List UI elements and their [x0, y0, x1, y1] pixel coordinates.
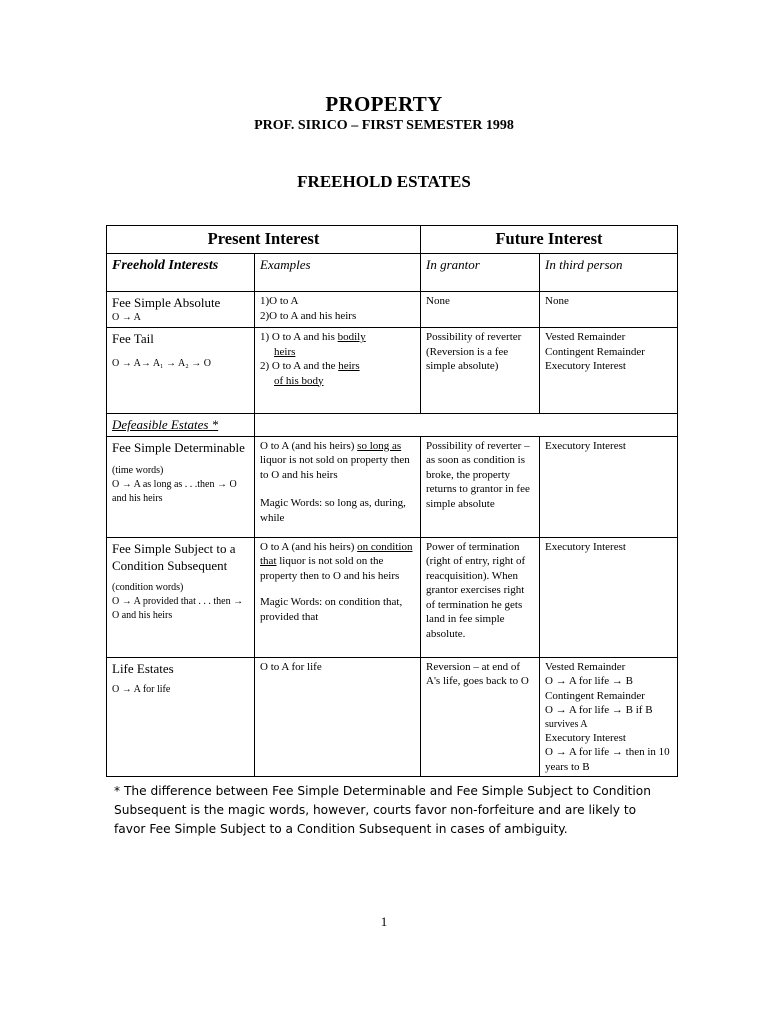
fsscs-grantor-cell: Power of termination (right of entry, right of reacquisition). When grantor exercises right of termination he gets land in fee simple absolute.: [421, 537, 540, 657]
table-row: [107, 328, 678, 414]
tail-grantor-cell: Possibility of reverter (Reversion is a fee simple absolute): [421, 328, 540, 414]
fsa-examples-cell: [255, 292, 421, 328]
table-row: [107, 436, 678, 537]
table-header-row: [107, 226, 678, 254]
freehold-estates-table: [106, 225, 678, 777]
in-grantor-label: In grantor: [426, 257, 480, 272]
document-title: PROPERTY: [325, 92, 443, 116]
fsa-name-cell: [107, 292, 255, 328]
life-third-6: Executory Interest: [545, 731, 626, 744]
tail-example-1: 1) O to A and his bodily: [260, 331, 366, 343]
fsd-name: Fee Simple Determinable: [112, 439, 245, 455]
life-formula: O → A for life: [112, 683, 171, 695]
defeasible-row: [107, 414, 678, 437]
tail-name-cell: [107, 328, 255, 414]
life-third-3: Contingent Remainder: [545, 689, 645, 702]
present-interest-header: Present Interest: [107, 226, 421, 254]
tail-examples-cell: [255, 328, 421, 414]
fsa-grantor-cell: None: [421, 292, 540, 328]
table-row: [107, 292, 678, 328]
future-interest-header: Future Interest: [421, 226, 678, 254]
fsd-note: (time words): [112, 464, 164, 476]
freehold-interests-heading: [107, 254, 255, 292]
fsd-magic-words: Magic Words: so long as, during, while: [260, 497, 406, 524]
section-title: FREEHOLD ESTATES: [297, 172, 471, 191]
fsa-example-1: 1)O to A: [260, 295, 299, 307]
life-examples-cell: O to A for life: [255, 657, 421, 777]
life-third-1: Vested Remainder: [545, 660, 626, 673]
document-subtitle: PROF. SIRICO – FIRST SEMESTER 1998: [254, 118, 514, 133]
in-third-person-label: In third person: [545, 257, 623, 272]
fsscs-formula: O → A provided that . . . then → O and his heirs: [112, 595, 244, 621]
in-third-person-heading: [540, 254, 678, 292]
fsd-example: O to A (and his heirs) so long as liquor is not sold on property then to O and his heirs: [260, 439, 410, 481]
defeasible-spacer-cell: [255, 414, 678, 437]
tail-third-1: Vested Remainder: [545, 331, 626, 343]
fsscs-example: O to A (and his heirs) on condition that liquor is not sold on the property then to O and his heirs: [260, 540, 413, 582]
table-row: [107, 537, 678, 657]
tail-example-2: 2) O to A and the heirs: [260, 360, 360, 372]
fsd-grantor-cell: Possibility of reverter – as soon as condition is broke, the property returns to grantor in fee simple absolute: [421, 436, 540, 537]
life-third-cell: [540, 657, 678, 777]
examples-label: Examples: [260, 257, 311, 272]
tail-third-cell: [540, 328, 678, 414]
fsscs-magic-words: Magic Words: on condition that, provided that: [260, 596, 403, 623]
fsscs-third-cell: Executory Interest: [540, 537, 678, 657]
tail-name: Fee Tail: [112, 331, 154, 346]
life-name-cell: [107, 657, 255, 777]
table-row: [107, 657, 678, 777]
fsscs-note: (condition words): [112, 581, 184, 593]
tail-third-2: Contingent Remainder: [545, 345, 645, 358]
life-third-4: O → A for life → B if B: [545, 704, 653, 716]
fsa-name: Fee Simple Absolute: [112, 295, 221, 310]
life-third-7: O → A for life → then in 10 years to B: [545, 746, 670, 773]
defeasible-label: Defeasible Estates *: [112, 417, 219, 432]
freehold-interests-label: Freehold Interests: [112, 258, 219, 273]
life-grantor-cell: Reversion – at end of A's life, goes back to O: [421, 657, 540, 777]
fsa-third-cell: None: [540, 292, 678, 328]
life-name: Life Estates: [112, 660, 174, 676]
tail-example-1-cont: heirs: [274, 345, 296, 358]
fsd-third-cell: Executory Interest: [540, 436, 678, 537]
tail-formula: O → A→ A₁ → A₂ → O: [112, 358, 211, 369]
life-third-5: survives A: [545, 718, 588, 730]
in-grantor-heading: [421, 254, 540, 292]
defeasible-label-cell: [107, 414, 255, 437]
footnote: * The difference between Fee Simple Determinable and Fee Simple Subject to Condition Subsequent is the magic words, however, courts favor non-forfeiture and are likely to favor Fee Simple Subject to a Condition Subsequent in cases of ambiguity.: [114, 784, 651, 836]
fsa-example-2: 2)O to A and his heirs: [260, 309, 357, 322]
tail-third-3: Executory Interest: [545, 360, 626, 372]
fsscs-name: Fee Simple Subject to a Condition Subsequent: [112, 540, 236, 573]
fsa-formula: O → A: [112, 312, 141, 323]
tail-example-2-cont: of his body: [274, 374, 324, 387]
fsd-examples-cell: [255, 436, 421, 537]
fsscs-name-cell: [107, 537, 255, 657]
life-third-2: O → A for life → B: [545, 675, 633, 687]
examples-heading: [255, 254, 421, 292]
column-header-row: [107, 254, 678, 292]
fsd-name-cell: [107, 436, 255, 537]
fsd-formula: O → A as long as . . .then → O and his heirs: [112, 478, 237, 504]
fsscs-examples-cell: [255, 537, 421, 657]
page-number: 1: [380, 914, 388, 929]
